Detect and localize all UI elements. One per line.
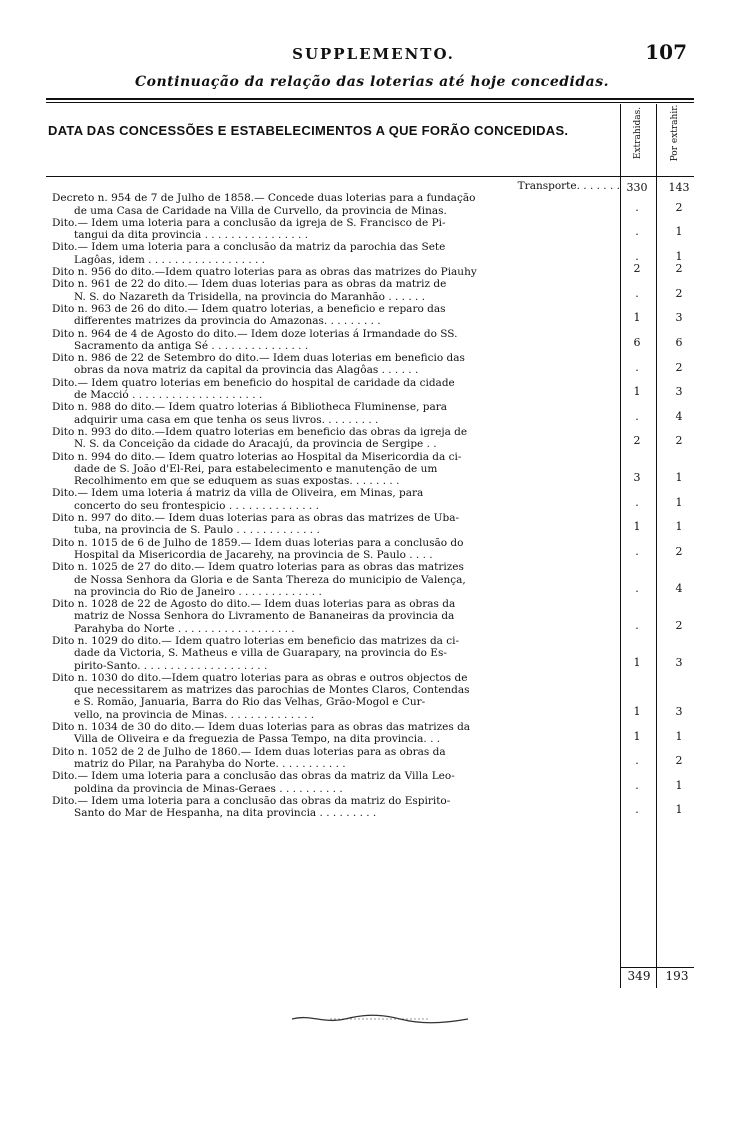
entry-count-por-extrahir: 2	[675, 286, 683, 300]
entry-count-extrahidas: .	[635, 581, 639, 595]
entry-count-por-extrahir: 2	[675, 434, 683, 448]
column-divider	[656, 104, 657, 988]
entry-line: matriz de Nossa Senhora do Livramento de Bananeiras da provincia da	[74, 610, 455, 623]
entry-line: Dito n. 1029 do dito.— Idem quatro loterias em beneficio das matrizes da ci-	[52, 634, 460, 647]
entry-count-extrahidas: .	[635, 495, 639, 509]
entry-line: Dito n. 993 do dito.—Idem quatro loterias em beneficio das obras da igreja de	[52, 425, 468, 438]
entry-line: N. S. do Nazareth da Trisidella, na provincia do Maranhão . . . . . .	[74, 290, 426, 303]
entry-line: Dito n. 1034 de 30 do dito.— Idem duas loterias para as obras das matrizes da	[52, 721, 471, 734]
entry-count-extrahidas: 3	[633, 471, 641, 485]
entry-line: Santo do Mar de Hespanha, na dita provincia . . . . . . . . .	[74, 807, 377, 820]
entry-line: Dito n. 963 de 26 do dito.— Idem quatro loterias, a beneficio e reparo das	[52, 302, 446, 315]
entry-count-extrahidas: .	[635, 286, 639, 300]
transport-label: Transporte. . . . . . .	[517, 180, 620, 192]
entry-count-extrahidas: .	[635, 249, 639, 263]
entry-line: Dito n. 1015 de 6 de Julho de 1859.— Idem duas loterias para a conclusão do	[52, 536, 464, 549]
ornament-divider	[290, 1013, 470, 1025]
entry-line: Dito n. 994 do dito.— Idem quatro loterias ao Hospital da Misericordia da ci-	[52, 450, 462, 463]
entry-count-por-extrahir: 3	[675, 311, 683, 325]
entry-line: Lagôas, idem . . . . . . . . . . . . . . . . . .	[74, 253, 266, 266]
entry-line: Dito n. 997 do dito.— Idem duas loterias para as obras das matrizes de Uba-	[52, 512, 460, 525]
entry-line: de uma Casa de Caridade na Villa de Curvello, da provincia de Minas.	[74, 204, 447, 217]
entry-count-por-extrahir: 2	[675, 262, 683, 276]
column-header-por-extrahir: Por extrahir.	[670, 104, 680, 162]
entry-count-extrahidas: 1	[633, 729, 641, 743]
entry-line: de Nossa Senhora da Gloria e de Santa Thereza do municipio de Valença,	[74, 573, 466, 586]
entry-count-extrahidas: .	[635, 778, 639, 792]
entry-line: Dito.— Idem uma loteria para a conclusão das obras da matriz do Espirito-	[52, 794, 451, 807]
entry-line: adquirir uma casa em que tenha os seus livros. . . . . . . . .	[74, 413, 379, 426]
transport-col1: 330	[626, 181, 648, 194]
entry-line: concerto do seu frontespicio . . . . . . . . . . . . . .	[74, 499, 319, 512]
table-column-header: DATA DAS CONCESSÕES E ESTABELECIMENTOS A QUE FORÃO CONCEDIDAS.	[48, 123, 569, 138]
entry-count-por-extrahir: 2	[675, 618, 683, 632]
entry-line: pirito-Santo. . . . . . . . . . . . . . . . . . . .	[74, 659, 268, 672]
entry-count-extrahidas: 1	[633, 311, 641, 325]
entry-line: dade de S. João d'El-Rei, para estabelecimento e manutenção de um	[74, 462, 438, 475]
entry-line: poldina da provincia de Minas-Geraes . . . . . . . . . .	[74, 782, 343, 795]
entry-line: Hospital da Misericordia de Jacarehy, na provincia de S. Paulo . . . .	[74, 548, 433, 561]
entry-line: Dito n. 956 do dito.—Idem quatro loterias para as obras das matrizes do Piauhy	[52, 266, 477, 279]
entry-count-extrahidas: 1	[633, 385, 641, 399]
entry-line: Recolhimento em que se eduquem as suas expostas. . . . . . . .	[74, 475, 400, 488]
entry-count-por-extrahir: 2	[675, 545, 683, 558]
entry-line: Dito n. 986 de 22 de Setembro do dito.— Idem duas loterias em beneficio das	[52, 352, 465, 365]
entry-line: N. S. da Conceição da cidade do Aracajú, da provincia de Sergipe . .	[74, 438, 437, 451]
entry-line: Dito n. 964 de 4 de Agosto do dito.— Idem doze loterias á Irmandade do SS.	[52, 327, 458, 340]
entry-line: Decreto n. 954 de 7 de Julho de 1858.— Concede duas loterias para a fundação	[52, 192, 476, 205]
entry-count-extrahidas: 2	[633, 262, 641, 276]
header-rule-thick	[46, 98, 694, 100]
entry-count-por-extrahir: 1	[675, 729, 683, 743]
entry-line: matriz do Pilar, na Parahyba do Norte. . . . . . . . . . .	[74, 757, 346, 770]
entry-line: Dito n. 1052 de 2 de Julho de 1860.— Idem duas loterias para as obras da	[52, 745, 446, 758]
entry-line: Sacramento da antiga Sé . . . . . . . . . . . . . . .	[74, 339, 309, 352]
entry-count-por-extrahir: 6	[675, 335, 683, 349]
entry-count-por-extrahir: 3	[675, 385, 683, 399]
entry-count-extrahidas: 1	[633, 520, 641, 534]
entry-count-por-extrahir: 2	[675, 360, 683, 374]
entry-line: differentes matrizes da provincia do Amazonas. . . . . . . . .	[74, 315, 381, 328]
entry-count-por-extrahir: 1	[675, 225, 683, 239]
entry-line: Dito.— Idem quatro loterias em beneficio do hospital de caridade da cidade	[52, 376, 455, 389]
entry-count-extrahidas: .	[635, 200, 639, 214]
page-number: 107	[645, 40, 687, 64]
entry-line: Villa de Oliveira e da freguezia de Passa Tempo, na dita provincia. . .	[74, 733, 441, 746]
entry-line: tuba, na provincia de S. Paulo . . . . . . . . . . . . .	[74, 524, 320, 537]
entry-line: Dito.— Idem uma loteria á matriz da villa de Oliveira, em Minas, para	[52, 487, 424, 500]
table-header-bottom-rule	[46, 176, 694, 177]
entry-count-extrahidas: .	[635, 225, 639, 239]
entry-line: de Macció . . . . . . . . . . . . . . . . . . . .	[74, 389, 263, 402]
entry-line: Parahyba do Norte . . . . . . . . . . . . . . . . . .	[74, 622, 295, 635]
entry-count-por-extrahir: 3	[675, 704, 683, 718]
entry-line: Dito.— Idem uma loteria para a conclusão das obras da matriz da Villa Leo-	[52, 770, 455, 783]
entry-count-por-extrahir: 1	[675, 520, 683, 534]
entry-line: Dito n. 961 de 22 do dito.— Idem duas loterias para as obras da matriz de	[52, 278, 447, 291]
entry-line: Dito n. 988 do dito.— Idem quatro loterias á Bibliotheca Fluminense, para	[52, 401, 448, 414]
entry-count-por-extrahir: 4	[675, 409, 683, 423]
total-por-extrahir: 193	[665, 969, 689, 983]
entry-line: Dito.— Idem uma loteria para a conclusão da matriz da parochia das Sete	[52, 241, 446, 254]
page-subtitle: Continuação da relação das loterias até hoje concedidas.	[135, 74, 609, 90]
entry-count-por-extrahir: 1	[675, 249, 683, 263]
entry-count-por-extrahir: 1	[675, 803, 683, 817]
entry-line: Dito n. 1030 do dito.—Idem quatro loterias para as obras e outros objectos de	[52, 671, 468, 684]
entry-line: Dito n. 1025 de 27 do dito.— Idem quatro loterias para as obras das matrizes	[52, 561, 464, 574]
entry-count-extrahidas: .	[635, 360, 639, 374]
entry-line: dade da Victoria, S. Matheus e villa de Guarapary, na provincia do Es-	[74, 647, 447, 660]
totals-rule	[620, 967, 694, 968]
entry-count-extrahidas: 2	[633, 434, 641, 448]
entry-count-extrahidas: .	[635, 803, 639, 817]
column-divider	[620, 104, 621, 988]
page-header-title: SUPPLEMENTO.	[292, 45, 455, 63]
header-rule-thin	[46, 102, 694, 103]
entry-line: Dito.— Idem uma loteria para a conclusão da igreja de S. Francisco de Pi-	[52, 216, 446, 229]
entry-line: obras da nova matriz da capital da provincia das Alagôas . . . . . .	[74, 364, 419, 377]
entry-line: na provincia do Rio de Janeiro . . . . . . . . . . . . .	[74, 585, 322, 598]
entry-count-por-extrahir: 4	[675, 581, 683, 595]
entry-count-extrahidas: .	[635, 754, 639, 768]
entry-count-extrahidas: .	[635, 618, 639, 632]
entry-count-por-extrahir: 1	[675, 495, 683, 509]
entry-count-extrahidas: 6	[633, 335, 641, 349]
entry-count-extrahidas: 1	[633, 704, 641, 718]
entry-line: Dito n. 1028 de 22 de Agosto do dito.— Idem duas loterias para as obras da	[52, 598, 456, 611]
entry-count-por-extrahir: 2	[675, 200, 683, 214]
entry-count-por-extrahir: 2	[675, 754, 683, 768]
entry-line: que necessitarem as matrizes das parochias de Montes Claros, Contendas	[74, 684, 470, 697]
entry-count-extrahidas: 1	[633, 655, 641, 669]
entry-line: e S. Romão, Januaria, Barra do Rio das Velhas, Grão-Mogol e Cur-	[74, 696, 426, 709]
entry-count-por-extrahir: 1	[675, 471, 683, 485]
entry-line: vello, na provincia de Minas. . . . . . . . . . . . . .	[74, 708, 315, 721]
total-extrahidas: 349	[627, 969, 651, 983]
entry-count-por-extrahir: 1	[675, 778, 683, 792]
entry-count-por-extrahir: 3	[675, 655, 683, 669]
entry-count-extrahidas: .	[635, 545, 639, 558]
entry-count-extrahidas: .	[635, 409, 639, 423]
entry-line: tangui da dita provincia . . . . . . . . . . . . . . . .	[74, 229, 309, 242]
entries-list	[52, 180, 620, 819]
transport-col2: 143	[668, 181, 690, 194]
column-header-extrahidas: Extrahidas.	[633, 106, 643, 160]
